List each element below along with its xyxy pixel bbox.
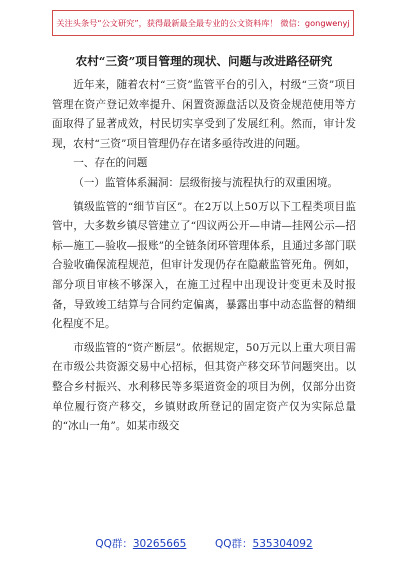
footer-qq-groups [0, 536, 408, 551]
township-supervision-paragraph: 镇级监管的“细节盲区”。在2万以上50万以下工程类项目监管中，大多数乡镇尽管建立了“四议两公开—申请—挂网公示—招标—施工—验收—报账”的全链条闭环管理体系，且通过多部门联合验收确保流程规范，但审计发现仍存在隐蔽监管死角。例如，部分项目审核不够深入，在施工过程中出现设计变更未及时报备，导致竣工结算与合同约定偏离，暴露出事中动态监督的精细化程度不足。 [52, 200, 356, 331]
document-title: 农村“三资”项目管理的现状、问题与改进路径研究 [75, 54, 333, 68]
section-heading-problems: 一、存在的问题 [73, 157, 148, 170]
qq-group-1-number[interactable]: 30265665 [132, 538, 187, 550]
qq-group-2-number[interactable]: 535304092 [252, 538, 313, 550]
intro-paragraph: 近年来，随着农村“三资”监管平台的引入，村级“三资”项目管理在资产登记效率提升、闲置资源盘活以及资金规范使用等方面取得了显著成效，村民切实享受到了发展红利。然而，审计发现，农村“三资”项目管理仍存在诸多亟待改进的问题。 [52, 79, 356, 150]
qq-group-2-label: QQ群： [215, 538, 253, 550]
city-supervision-paragraph: 市级监管的“资产断层”。依据规定，50万元以上重大项目需在市级公共资源交易中心招标，但其资产移交环节问题突出。以整合乡村振兴、水利移民等多渠道资金的项目为例，仅部分出资单位履行资产移交，乡镇财政所登记的固定资产仅为实际总量的“冰山一角”。如某市级交 [52, 341, 356, 433]
promo-header-banner [52, 10, 354, 36]
document-body [52, 76, 356, 437]
qq-group-1-label: QQ群： [95, 538, 133, 550]
promo-header-text: 关注头条号“公文研究”，获得最新最全最专业的公文资料库！ 微信：gongwenyj [56, 18, 350, 28]
subsection-heading-supervision: （一）监管体系漏洞：层级衔接与流程执行的双重困境。 [73, 176, 339, 189]
